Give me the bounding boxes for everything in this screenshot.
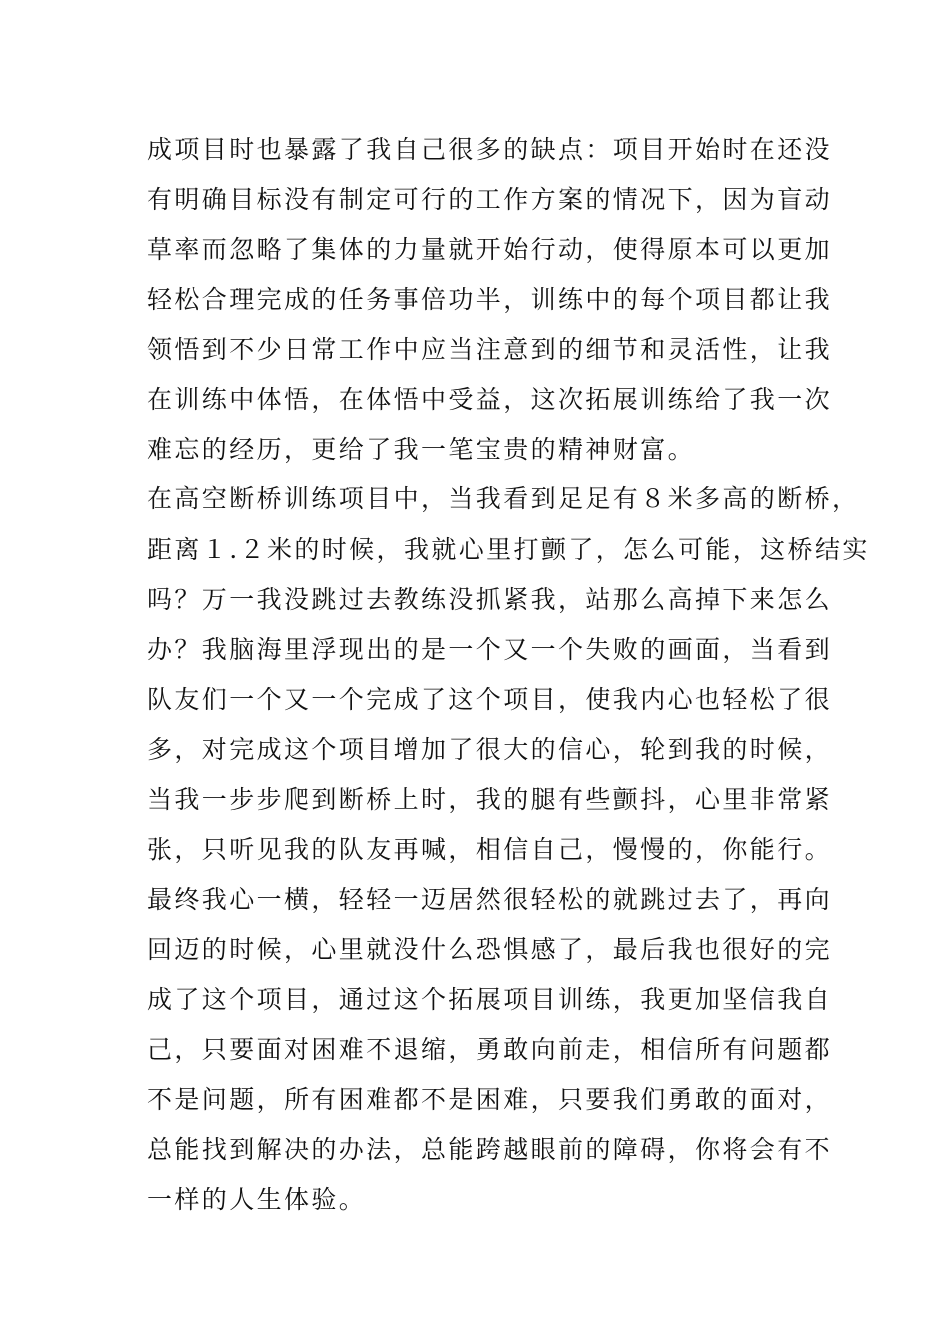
paragraph-2-line-4: 办？我脑海里浮现出的是一个又一个失败的画面，当看到 (147, 635, 833, 664)
paragraph-2-line-5: 队友们一个又一个完成了这个项目，使我内心也轻松了很 (147, 685, 833, 714)
paragraph-2-line-15: 一样的人生体验。 (147, 1185, 367, 1214)
paragraph-2-line-13: 不是问题，所有困难都不是困难，只要我们勇敢的面对， (147, 1085, 833, 1114)
paragraph-1-line-1: 成项目时也暴露了我自己很多的缺点：项目开始时在还没 (147, 135, 833, 164)
paragraph-1-line-5: 领悟到不少日常工作中应当注意到的细节和灵活性，让我 (147, 335, 833, 364)
paragraph-1-line-7: 难忘的经历，更给了我一笔宝贵的精神财富。 (147, 435, 696, 464)
paragraph-2-line-11: 成了这个项目，通过这个拓展项目训练，我更加坚信我自 (147, 985, 833, 1014)
paragraph-2-line-7: 当我一步步爬到断桥上时，我的腿有些颤抖，心里非常紧 (147, 785, 833, 814)
paragraph-2-line-12: 己，只要面对困难不退缩，勇敢向前走，相信所有问题都 (147, 1035, 833, 1064)
paragraph-2-line-6: 多，对完成这个项目增加了很大的信心，轮到我的时候， (147, 735, 833, 764)
paragraph-2-line-3: 吗？万一我没跳过去教练没抓紧我，站那么高掉下来怎么 (147, 585, 833, 614)
paragraph-2-line-1: 在高空断桥训练项目中，当我看到足足有８米多高的断桥， (147, 484, 860, 513)
paragraph-1-line-6: 在训练中体悟，在体悟中受益，这次拓展训练给了我一次 (147, 385, 833, 414)
paragraph-2-line-9: 最终我心一横，轻轻一迈居然很轻松的就跳过去了，再向 (147, 885, 833, 914)
paragraph-2-line-10: 回迈的时候，心里就没什么恐惧感了，最后我也很好的完 (147, 935, 833, 964)
paragraph-2-line-2: 距离１.２米的时候，我就心里打颤了，怎么可能，这桥结实 (147, 535, 870, 564)
paragraph-2-line-8: 张，只听见我的队友再喊，相信自己，慢慢的，你能行。 (147, 835, 833, 864)
paragraph-1-line-2: 有明确目标没有制定可行的工作方案的情况下，因为盲动 (147, 185, 833, 214)
paragraph-1-line-4: 轻松合理完成的任务事倍功半，训练中的每个项目都让我 (147, 285, 833, 314)
paragraph-2-line-14: 总能找到解决的办法，总能跨越眼前的障碍，你将会有不 (147, 1135, 833, 1164)
paragraph-1-line-3: 草率而忽略了集体的力量就开始行动，使得原本可以更加 (147, 235, 833, 264)
